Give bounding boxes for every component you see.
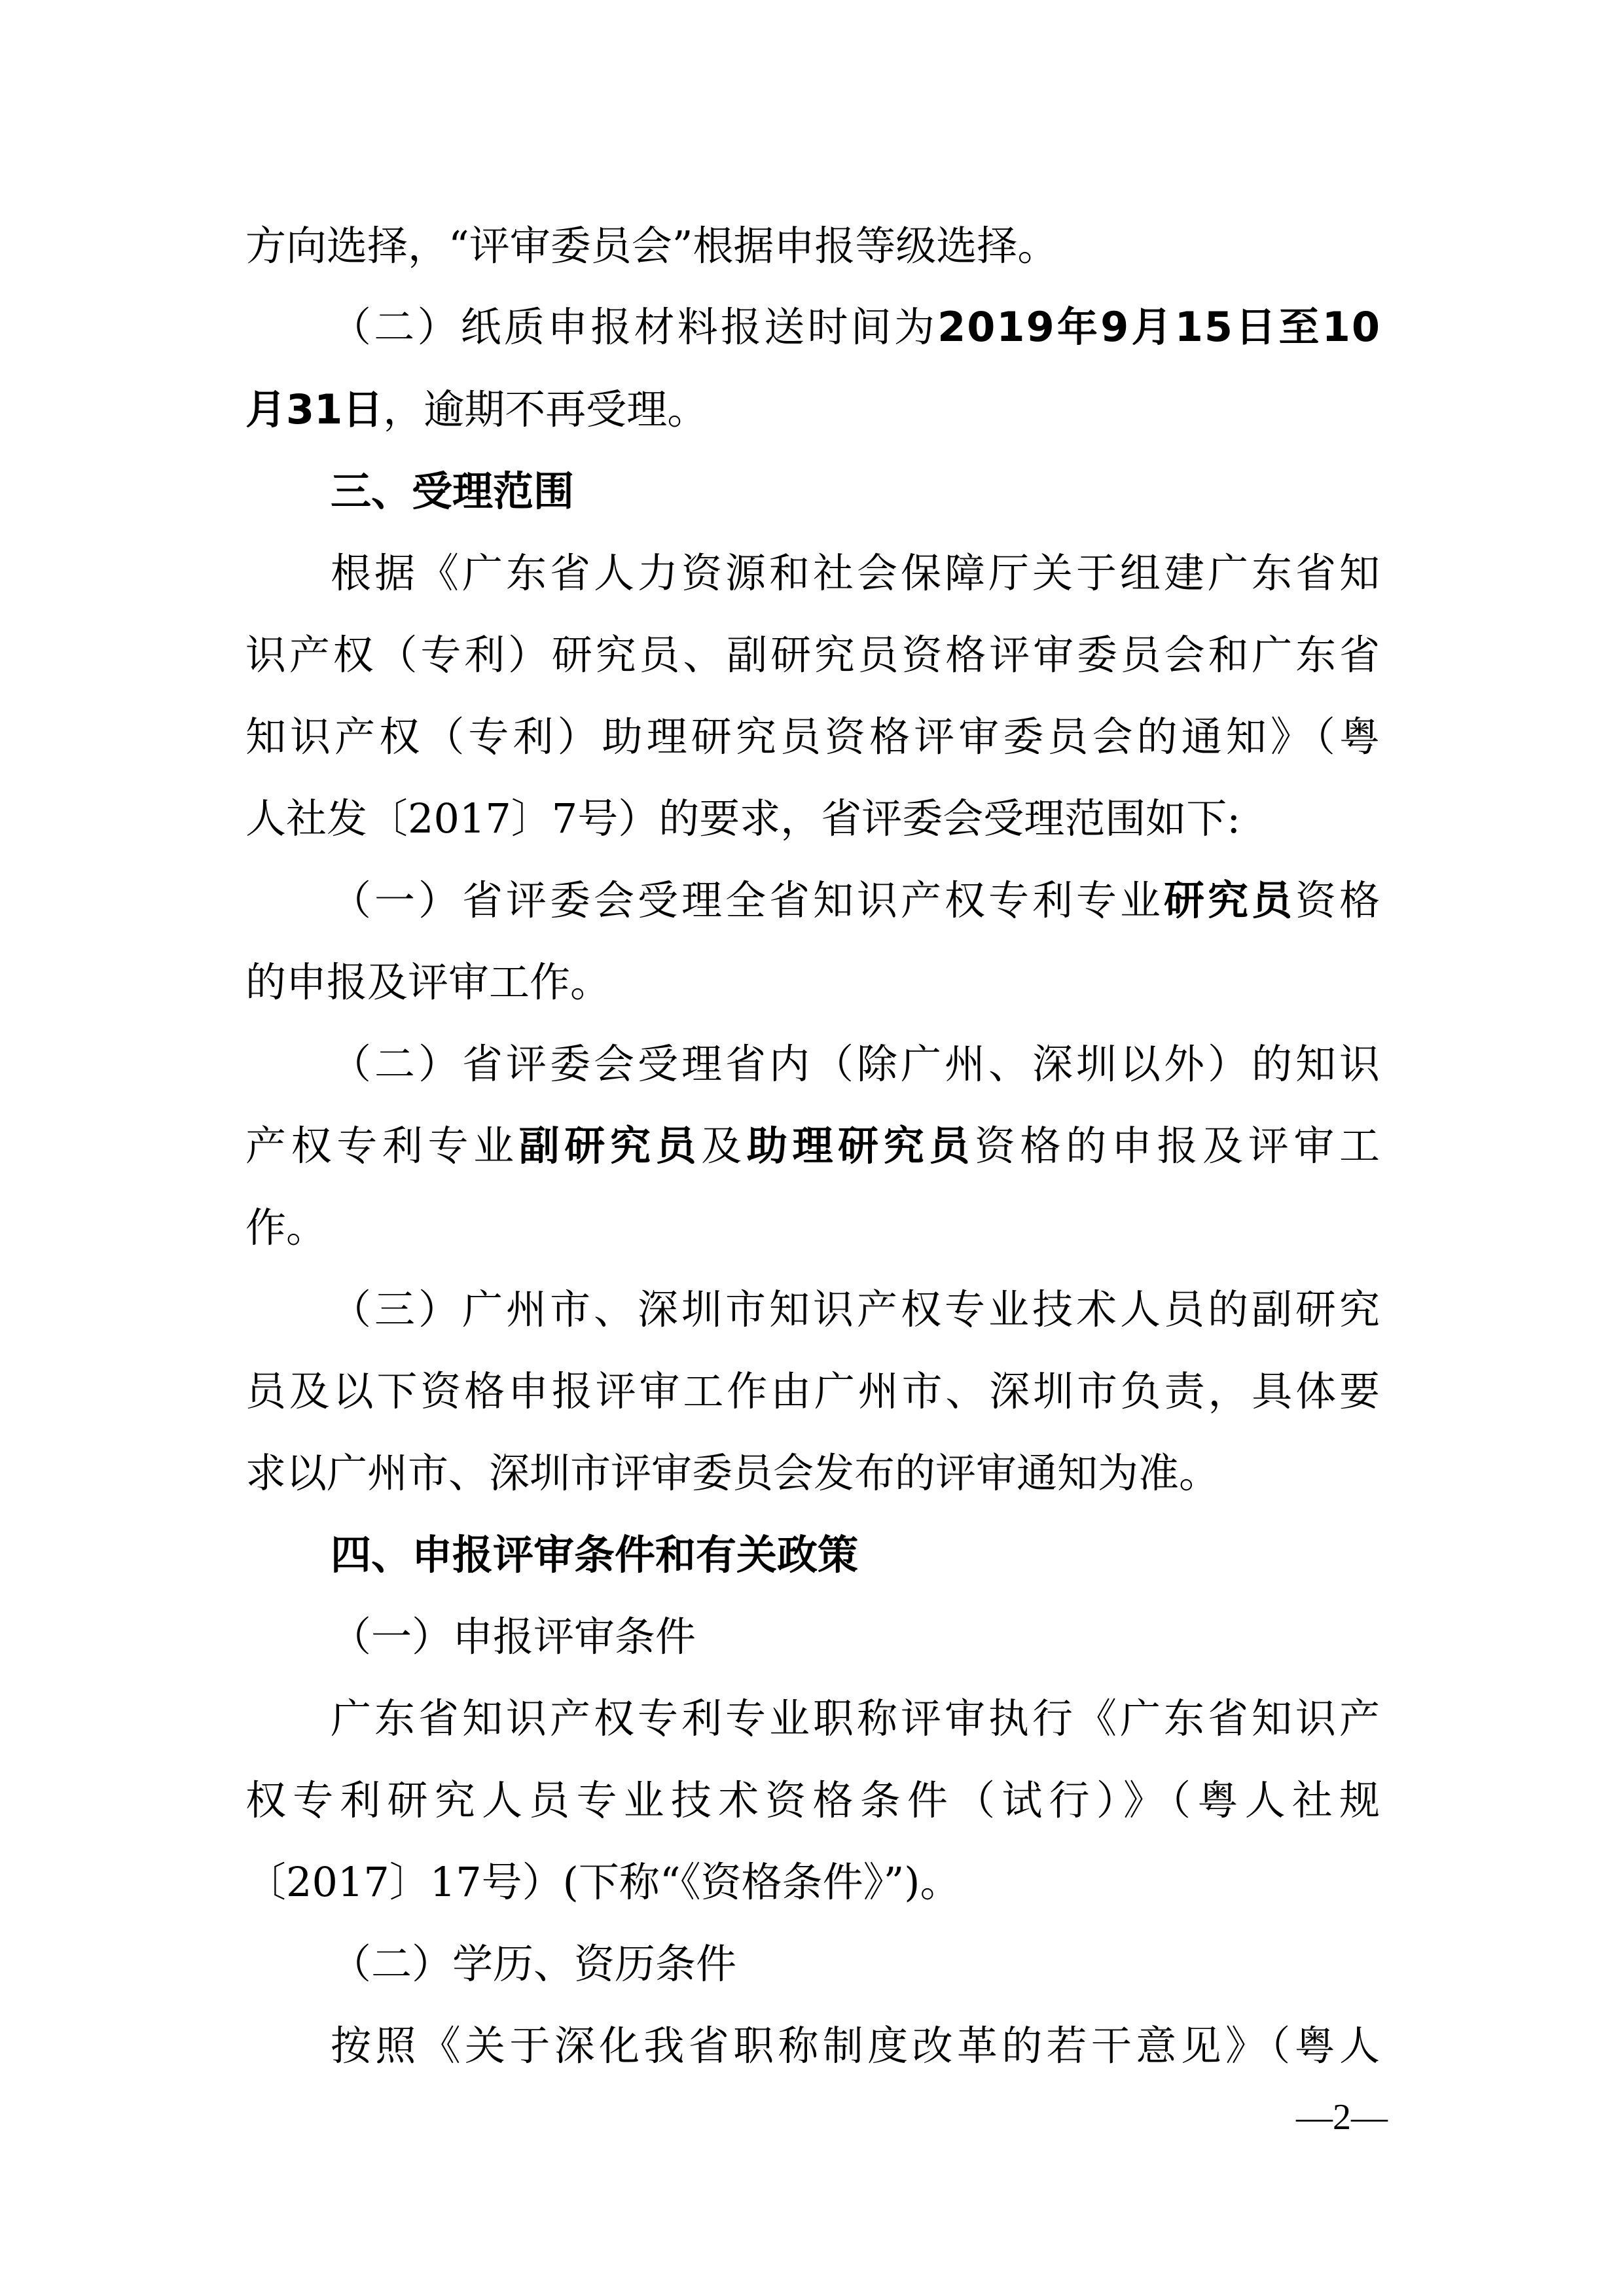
text-span: 资格的申报及评审工 (974, 1122, 1381, 1170)
bold-date-span: 2019年9月15日至10 (937, 303, 1381, 351)
bold-term-span: 研究员 (1163, 876, 1295, 924)
paragraph-line: （二）省评委会受理省内（除广州、深圳以外）的知识 (331, 1040, 1381, 1088)
bold-term-span: 助理研究员 (746, 1122, 975, 1170)
paragraph-line: 人社发〔2017〕7号）的要求，省评委会受理范围如下: (245, 795, 1241, 842)
paragraph-line: （三）广州市、深圳市知识产权专业技术人员的副研究 (331, 1285, 1381, 1333)
paragraph-line: 知识产权（专利）助理研究员资格评审委员会的通知》（粤 (245, 713, 1381, 761)
paragraph-line: 广东省知识产权专利专业职称评审执行《广东省知识产 (331, 1695, 1381, 1742)
bold-date-span: 月31日 (245, 386, 384, 433)
paragraph-line: 求以广州市、深圳市评审委员会发布的评审通知为准。 (245, 1449, 1220, 1497)
subsection-heading: （一）申报评审条件 (331, 1613, 696, 1660)
paragraph-line: 方向选择，“评审委员会”根据申报等级选择。 (245, 222, 1058, 270)
text-span: 及 (701, 1122, 747, 1170)
paragraph-line: 根据《广东省人力资源和社会保障厅关于组建广东省知 (331, 549, 1381, 597)
paragraph-line (245, 1121, 1381, 1171)
paragraph-line: 〔2017〕17号）(下称“《资格条件》”)。 (245, 1858, 961, 1906)
text-span: ，逾期不再受理。 (383, 386, 708, 433)
text-span: （一）省评委会受理全省知识产权专利专业 (331, 876, 1164, 924)
paragraph-line: 作。 (245, 1204, 327, 1251)
paragraph-line: 的申报及评审工作。 (245, 958, 611, 1006)
paragraph-line (245, 385, 1381, 435)
paragraph-line (331, 302, 1381, 352)
page-number: —2— (1296, 2097, 1388, 2138)
text-span: 产权专利专业 (245, 1122, 519, 1170)
bold-term-span: 副研究员 (518, 1122, 702, 1170)
paragraph-line: 识产权（专利）研究员、副研究员资格评审委员会和广东省 (245, 631, 1381, 679)
text-span: 资格 (1295, 876, 1381, 924)
subsection-heading: （二）学历、资历条件 (331, 1940, 737, 1988)
paragraph-line: 权专利研究人员专业技术资格条件（试行）》（粤人社规 (245, 1776, 1381, 1824)
text-span: （二）纸质申报材料报送时间为 (331, 303, 938, 351)
paragraph-line: 员及以下资格申报评审工作由广州市、深圳市负责，具体要 (245, 1367, 1381, 1415)
paragraph-line (331, 876, 1381, 925)
section-heading: 三、受理范围 (331, 467, 575, 515)
paragraph-line: 按照《关于深化我省职称制度改革的若干意见》（粤人 (331, 2022, 1381, 2070)
section-heading: 四、申报评审条件和有关政策 (331, 1531, 859, 1579)
